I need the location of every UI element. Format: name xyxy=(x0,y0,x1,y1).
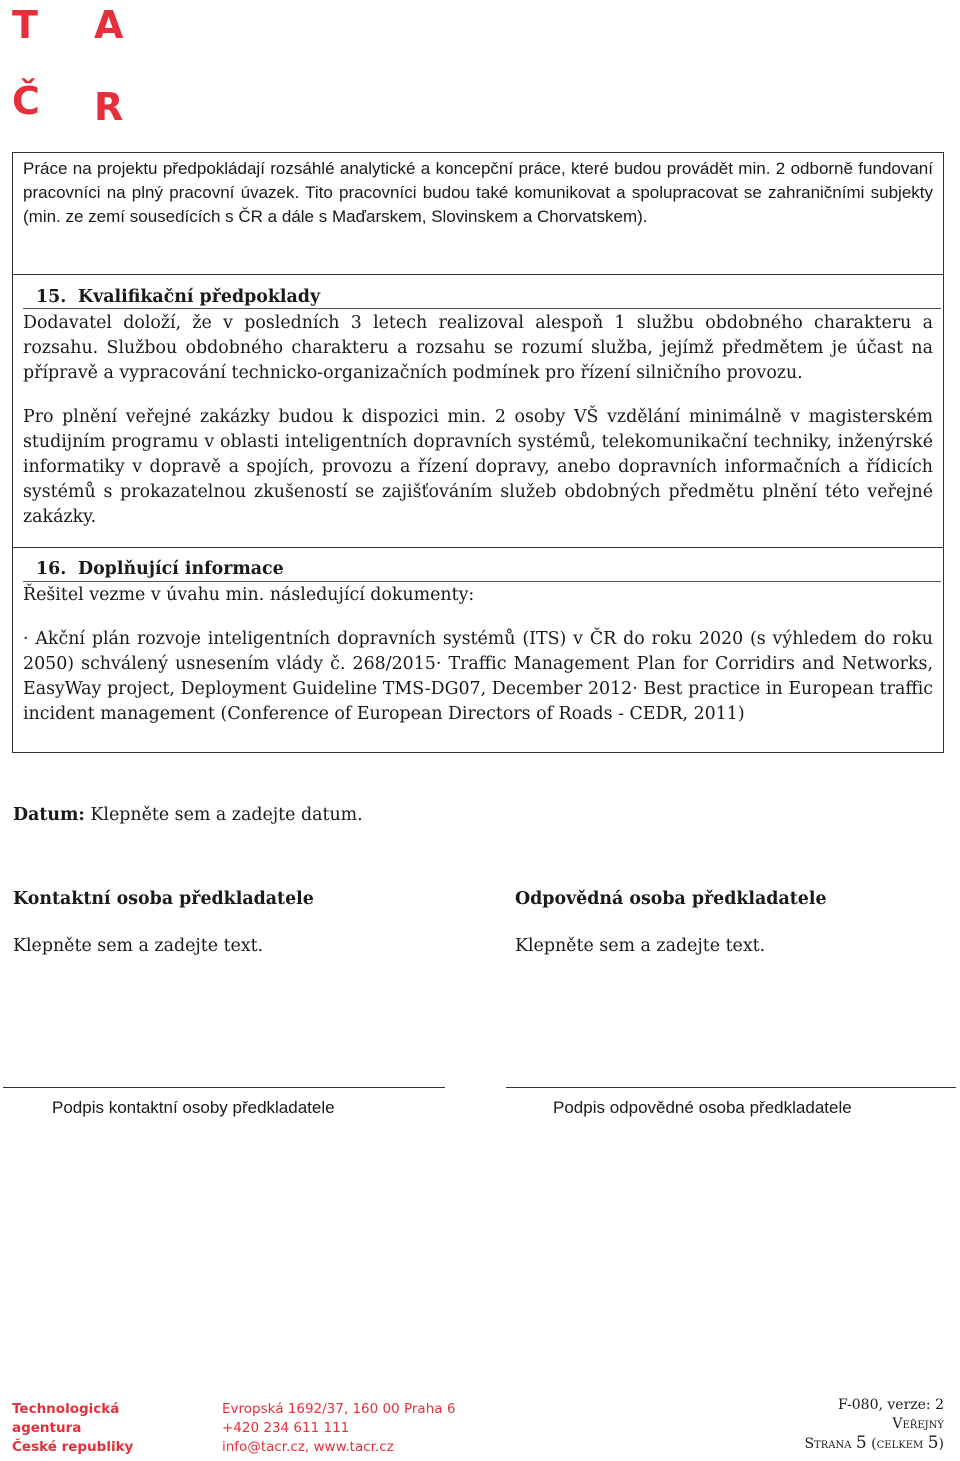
logo-letter-c: Č xyxy=(12,79,40,123)
page-number: Strana 5 (celkem 5) xyxy=(804,1433,944,1453)
page-current: 5 xyxy=(855,1433,867,1453)
tacr-logo xyxy=(10,3,130,129)
contact-person-title: Kontaktní osoba předkladatele xyxy=(13,889,314,909)
responsible-person-title: Odpovědná osoba předkladatele xyxy=(515,889,827,909)
section-16-title: Doplňující informace xyxy=(78,559,284,579)
section-divider xyxy=(12,547,944,548)
signature-line-right xyxy=(506,1087,956,1088)
intro-paragraph: Práce na projektu předpokládají rozsáhlé analytické a koncepční práce, které budou provádět min. 2 odborně fundovaní pracovníci na plný pracovní úvazek. Tito pracovníci budou také komunikovat a spolupracovat se zahraničními subjekty (min. ze zemí sousedících s ČR a dále s Maďarskem, Slovinskem a Chorvatskem). xyxy=(23,159,933,226)
responsible-person-field[interactable]: Klepněte sem a zadejte text. xyxy=(515,936,766,956)
heading-underline xyxy=(23,581,941,582)
section-divider xyxy=(12,274,944,275)
contact-person-field[interactable]: Klepněte sem a zadejte text. xyxy=(13,936,264,956)
date-field[interactable]: Klepněte sem a zadejte datum. xyxy=(90,805,363,825)
footer-org-line: agentura xyxy=(12,1420,82,1436)
date-row xyxy=(13,803,363,827)
section-15-number: 15. xyxy=(36,287,67,307)
section-15-title: Kvalifikační předpoklady xyxy=(78,287,321,307)
page-total: 5 xyxy=(927,1433,939,1453)
section-15-paragraph-1: Dodavatel doloží, že v posledních 3 letech realizoval alespoň 1 službu obdobného charakteru a rozsahu. Službou obdobného charakteru a rozsahu se rozumí služba, jejímž předmětem je účast na přípravě a vypracování technicko-organizačních podmínek pro řízení silničního provozu. xyxy=(23,313,933,383)
heading-underline xyxy=(23,308,941,309)
section-15-heading xyxy=(36,285,320,309)
footer-org-name xyxy=(12,1400,133,1457)
logo-letter-t: T xyxy=(12,3,38,47)
logo-letter-a: A xyxy=(94,3,124,47)
section-16-number: 16. xyxy=(36,559,67,579)
classification: Veřejný xyxy=(892,1416,944,1432)
footer-page-info xyxy=(804,1396,944,1454)
signature-line-left xyxy=(3,1087,445,1088)
page-label: Strana xyxy=(804,1436,852,1452)
form-version: F-080, verze: 2 xyxy=(837,1397,944,1413)
signature-caption-right: Podpis odpovědné osoba předkladatele xyxy=(553,1098,852,1117)
footer-contact-links: info@tacr.cz, www.tacr.cz xyxy=(222,1439,394,1455)
total-label: celkem xyxy=(876,1436,924,1452)
footer-address-line: Evropská 1692/37, 160 00 Praha 6 xyxy=(222,1401,456,1417)
footer-org-line: České republiky xyxy=(12,1439,134,1455)
footer-phone: +420 234 611 111 xyxy=(222,1420,350,1436)
logo-letter-r: R xyxy=(94,85,124,129)
date-label: Datum: xyxy=(13,805,85,825)
section-16-documents: · Akční plán rozvoje inteligentních dopravních systémů (ITS) v ČR do roku 2020 (s výhledem do roku 2050) schválený usnesením vlády č. 268/2015· Traffic Management Plan for Corridirs and Networks, EasyWay project, Deployment Guideline TMS-DG07, December 2012· Best practice in European traffic incident management (Conference of European Directors of Roads - CEDR, 2011) xyxy=(23,629,933,724)
footer-address xyxy=(222,1400,455,1457)
section-16-intro: Řešitel vezme v úvahu min. následující dokumenty: xyxy=(23,585,475,605)
section-15-paragraph-2: Pro plnění veřejné zakázky budou k dispozici min. 2 osoby VŠ vzdělání minimálně v magisterském studijním programu v oblasti inteligentních dopravních systémů, telekomunikační techniky, inženýrské informatiky v dopravě a spojích, provozu a řízení dopravy, anebo dopravních informačních a řídicích systémů s prokazatelnou zkušeností se zajišťováním služeb obdobných předmětu plnění této veřejné zakázky. xyxy=(23,407,933,527)
signature-caption-left: Podpis kontaktní osoby předkladatele xyxy=(52,1098,335,1117)
footer-org-line: Technologická xyxy=(12,1401,120,1417)
section-16-heading xyxy=(36,557,284,581)
